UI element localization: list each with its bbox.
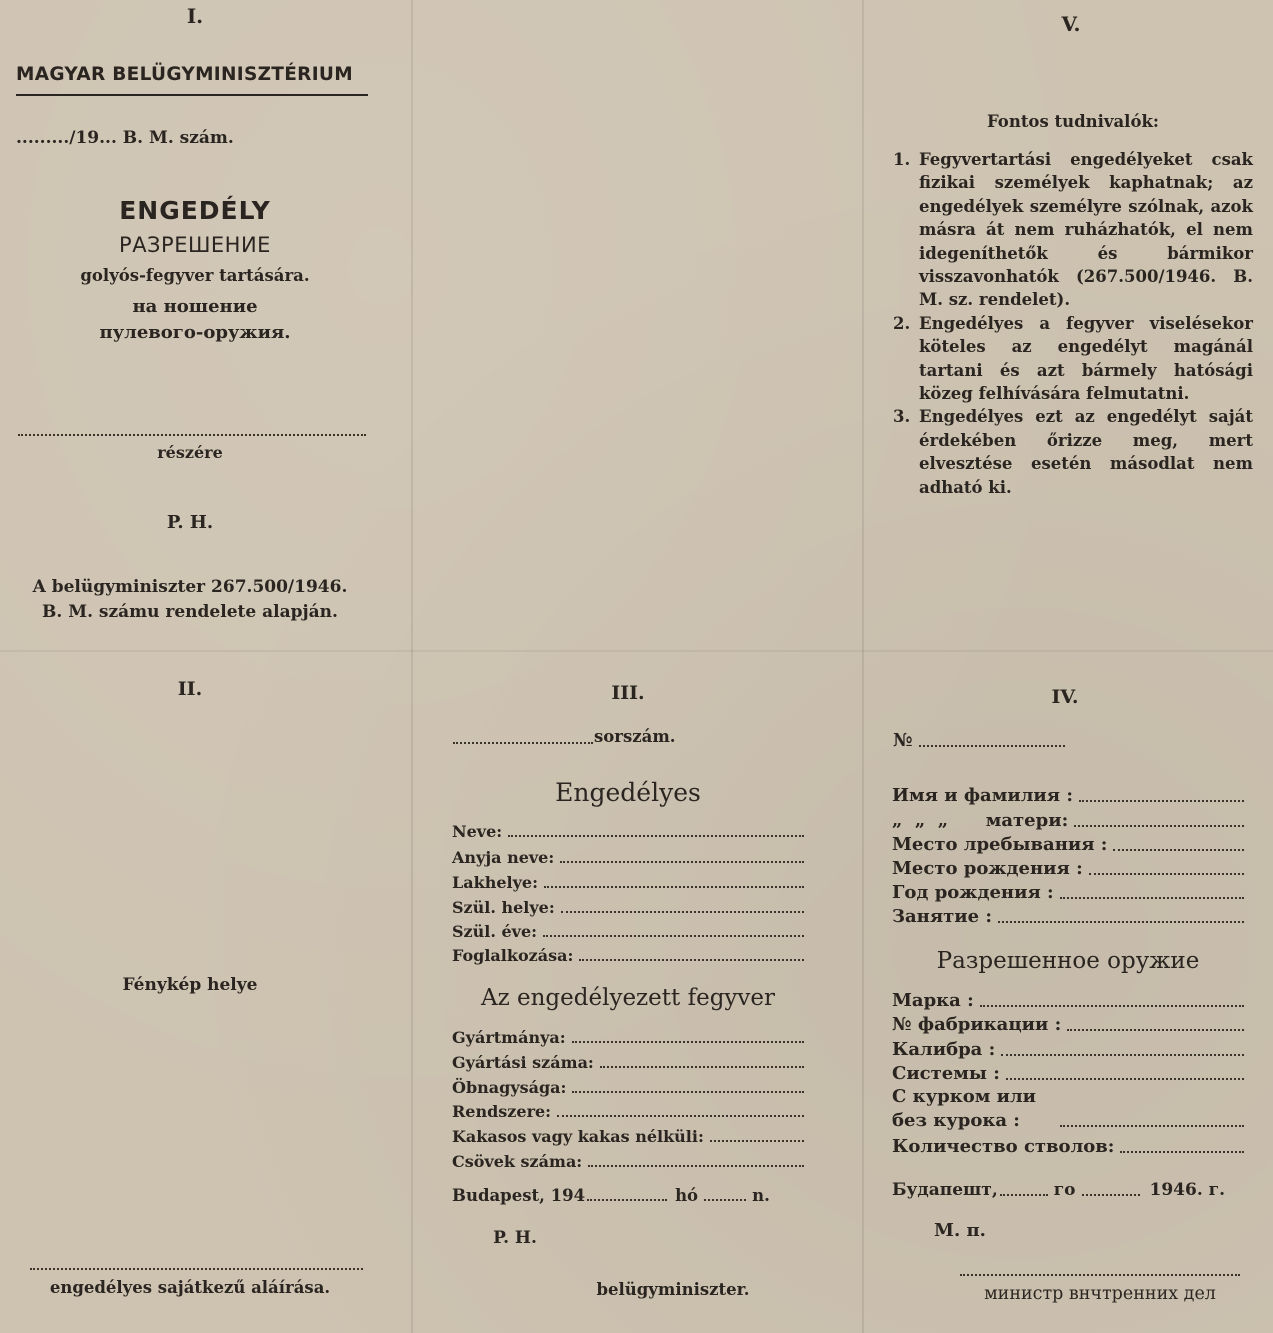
ru-make-field: Марка :: [892, 990, 1244, 1011]
holder-birthplace-field: Szül. helye:: [452, 898, 804, 917]
weapon-caliber-field: Öbnagysága:: [452, 1078, 804, 1097]
panel-5-number: V.: [1061, 12, 1081, 36]
fold-line: [0, 650, 1273, 652]
note-item: 1. Fegyvertartási engedélyeket csak fizikai személyek kaphatnak; az engedélyek személyre szólnak, azok másra át nem ruházhatók, el nem idegeníthetők és bármikor visszavonhatók (267.500/1946. B. M. sz. rendelet).: [893, 150, 1253, 310]
ru-hammer-label-1: С курком или: [892, 1086, 1036, 1107]
permit-subtitle-ru-1: на ношение: [132, 296, 258, 317]
note-item: 3. Engedélyes ezt az engedélyt saját érdekében őrizze meg, mert elvesztése esetén másodlat nem adható ki.: [893, 407, 1253, 497]
photo-placeholder-label: Fénykép helye: [122, 975, 258, 995]
legal-basis-2: B. M. számu rendelete alapján.: [42, 602, 338, 622]
signature-label: engedélyes sajátkezű aláírása.: [49, 1278, 331, 1297]
weapon-make-field: Gyártmánya:: [452, 1028, 804, 1047]
panel-4-number: IV.: [1051, 686, 1079, 708]
ru-occupation-field: Занятие :: [892, 906, 1244, 927]
ministry-name: MAGYAR BELÜGYMINISZTÉRIUM: [16, 64, 353, 85]
recipient-line: [18, 434, 366, 436]
permit-subtitle-ru-2: пулевого-оружия.: [99, 322, 291, 343]
ministry-underline: [16, 94, 368, 96]
ru-name-field: Имя и фамилия :: [892, 785, 1244, 806]
note-item: 2. Engedélyes a fegyver viselésekor köteles az engedélyt magánál tartani és azt bármely hatósági közeg felhívására felmutatni.: [893, 313, 1253, 404]
ru-residence-field: Место лребывания :: [892, 834, 1244, 855]
holder-mother-field: Anyja neve:: [452, 848, 804, 867]
ru-birthyear-field: Год рождения :: [892, 882, 1244, 903]
ru-signer-title: министр внчтренних дел: [984, 1284, 1216, 1304]
panel-2-number: II.: [177, 678, 203, 700]
seal-place: P. H.: [493, 1228, 537, 1248]
signature-line: [30, 1268, 363, 1270]
ru-system-field: Системы :: [892, 1063, 1244, 1084]
holder-occupation-field: Foglalkozása:: [452, 946, 804, 965]
recipient-label: részére: [157, 443, 223, 462]
ru-birthplace-field: Место рождения :: [892, 858, 1244, 879]
ru-caliber-field: Калибра :: [892, 1039, 1244, 1060]
ru-seal-place: М. п.: [934, 1220, 986, 1241]
ru-mother-field: „ „ „ матери:: [892, 810, 1244, 831]
holder-birthyear-field: Szül. éve:: [452, 922, 804, 941]
ru-serial-field: № фабрикации :: [892, 1014, 1244, 1035]
serial-label: sorszám.: [594, 727, 676, 746]
weapon-heading: Az engedélyezett fegyver: [480, 985, 776, 1011]
important-notes-list: [893, 148, 1253, 499]
panel-1-number: I.: [186, 4, 204, 28]
weapon-barrels-field: Csövek száma:: [452, 1152, 804, 1171]
holder-name-field: Neve:: [452, 822, 804, 841]
weapon-serial-field: Gyártási száma:: [452, 1053, 804, 1072]
panel-3-number: III.: [611, 682, 645, 704]
permit-subtitle-hu: golyós-fegyver tartására.: [80, 266, 310, 285]
seal-place: P. H.: [166, 512, 214, 533]
serial-line: [453, 742, 593, 744]
permit-title-ru: РАЗРЕШЕНИЕ: [119, 233, 271, 257]
issue-date-line: Budapest, 194 hó n.: [452, 1186, 770, 1205]
weapon-hammer-field: Kakasos vagy kakas nélküli:: [452, 1127, 804, 1146]
important-notes-heading: Fontos tudnivalók:: [987, 112, 1159, 131]
ru-barrels-field: Количество стволов:: [892, 1136, 1244, 1157]
ru-hammer-field: без курока :: [892, 1110, 1244, 1131]
ru-issue-date-line: Будапешт, го 1946. г.: [892, 1180, 1226, 1200]
weapon-system-field: Rendszere:: [452, 1102, 804, 1121]
holder-heading: Engedélyes: [555, 778, 701, 807]
holder-residence-field: Lakhelye:: [452, 873, 804, 892]
ru-weapon-heading: Разрешенное оружие: [936, 948, 1200, 974]
ru-signature-line: [960, 1274, 1240, 1276]
signer-title: belügyminiszter.: [596, 1280, 750, 1299]
fold-line: [862, 0, 864, 1333]
permit-title-hu: ENGEDÉLY: [119, 196, 271, 225]
ru-number-field: №: [893, 730, 1065, 751]
fold-line: [411, 0, 413, 1333]
legal-basis-1: A belügyminiszter 267.500/1946.: [32, 577, 348, 597]
permit-number-line: ........./19... B. M. szám.: [16, 128, 234, 148]
